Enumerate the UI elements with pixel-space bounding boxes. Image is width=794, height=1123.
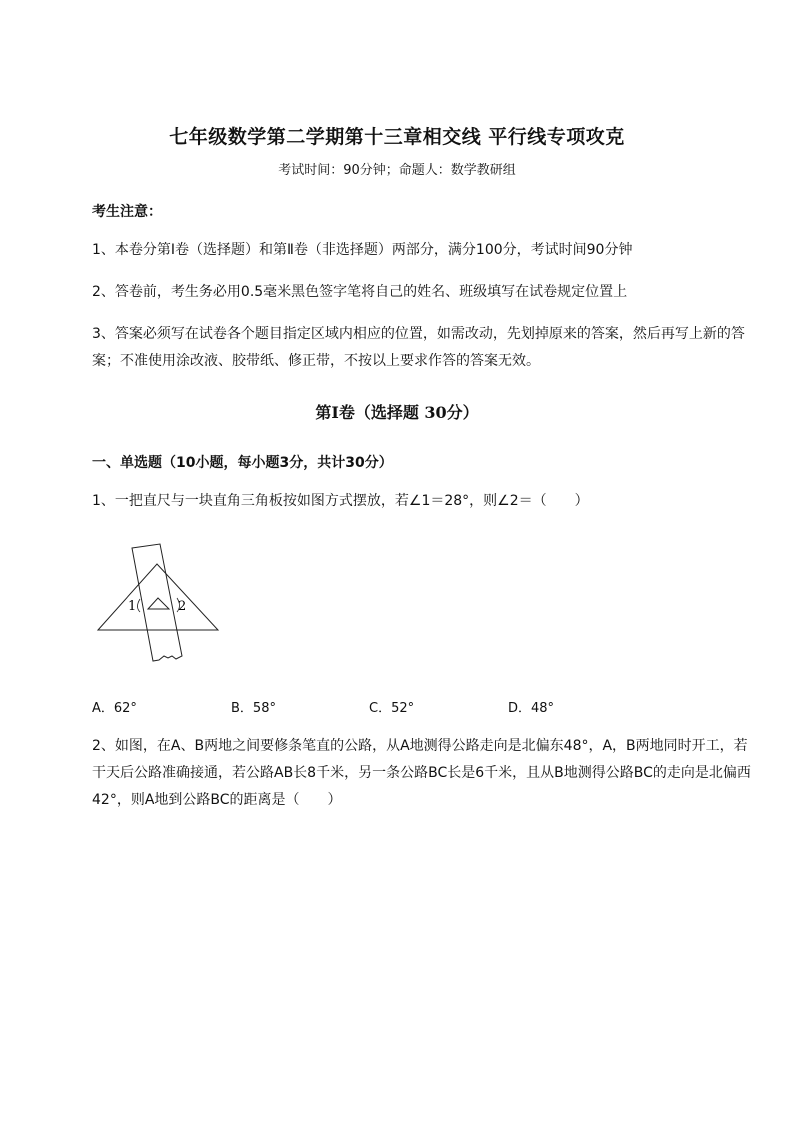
notice-item-1: 1、本卷分第I卷（选择题）和第Ⅱ卷（非选择题）两部分，满分100分，考试时间90分钟 xyxy=(92,242,633,258)
ruler-shape xyxy=(132,544,182,661)
angle-1-label: 1 xyxy=(128,599,137,614)
exam-subtitle: 考试时间：90分钟；命题人：数学教研组 xyxy=(278,163,516,178)
inner-triangle-hole xyxy=(148,598,169,609)
exam-title: 七年级数学第二学期第十三章相交线 平行线专项攻克 xyxy=(169,126,625,148)
question-2-stem: 2、如图，在A、B两地之间要修条笔直的公路，从A地测得公路走向是北偏东48°，A，B两地同时开工，若干天后公路准确接通，若公路AB长8千米，另一条公路BC长是6千米，且从B地测得公路BC的走向是北偏西42°，则A地到公路BC的距离是（ ） xyxy=(92,738,751,808)
notice-item-2: 2、答卷前，考生务必用0.5毫米黑色签字笔将自己的姓名、班级填写在试卷规定位置上 xyxy=(92,284,628,300)
angle-1-arc xyxy=(138,599,141,612)
ruler-triangle-diagram xyxy=(92,540,232,665)
option-b[interactable]: B．58° xyxy=(231,701,276,716)
angle-2-label: 2 xyxy=(178,599,187,614)
question-1-figure xyxy=(92,540,232,669)
option-c[interactable]: C．52° xyxy=(369,701,415,716)
section-title: 第I卷（选择题 30分） xyxy=(315,403,479,422)
notice-item-3: 3、答案必须写在试卷各个题目指定区域内相应的位置，如需改动，先划掉原来的答案，然后再写上新的答案；不准使用涂改液、胶带纸、修正带，不按以上要求作答的答案无效。 xyxy=(92,326,745,369)
option-d[interactable]: D．48° xyxy=(508,701,555,716)
right-triangle-shape xyxy=(98,564,218,630)
notice-heading: 考生注意： xyxy=(92,204,162,220)
part-title: 一、单选题（10小题，每小题3分，共计30分） xyxy=(92,455,393,471)
question-1-stem: 1、一把直尺与一块直角三角板按如图方式摆放，若∠1＝28°，则∠2＝（ ） xyxy=(92,493,589,509)
option-a[interactable]: A．62° xyxy=(92,701,137,716)
